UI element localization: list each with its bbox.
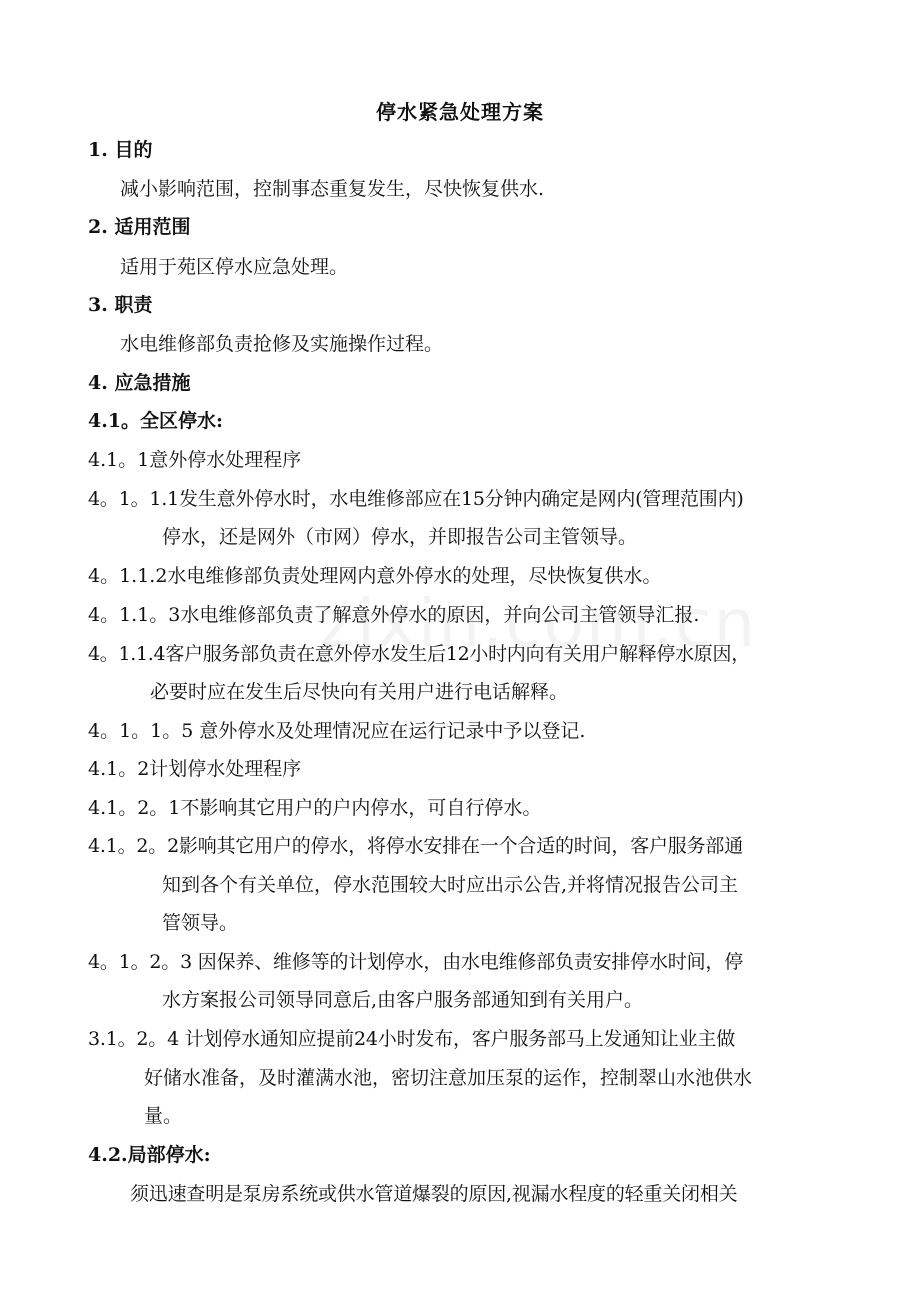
paragraph-line: 4。1.1.2水电维修部负责处理网内意外停水的处理，尽快恢复供水。 (88, 565, 662, 587)
paragraph-line: 水电维修部负责抢修及实施操作过程。 (120, 333, 444, 355)
paragraph-line: 4。1.1。3水电维修部负责了解意外停水的原因，并向公司主管领导汇报. (88, 604, 700, 626)
paragraph-line: 知到各个有关单位，停水范围较大时应出示公告,并将情况报告公司主 (162, 874, 739, 896)
paragraph-line: 4。1。1.1发生意外停水时，水电维修部应在15分钟内确定是网内(管理范围内) (88, 488, 744, 510)
paragraph-line: 停水，还是网外（市网）停水，并即报告公司主管领导。 (162, 526, 638, 548)
paragraph-line: 4.1。2。1不影响其它用户的户内停水，可自行停水。 (88, 797, 542, 819)
section-heading: 4. 应急措施 (88, 372, 191, 394)
paragraph-line: 3.1。2。4 计划停水通知应提前24小时发布，客户服务部马上发通知让业主做 (88, 1028, 736, 1050)
paragraph-line: 减小影响范围，控制事态重复发生，尽快恢复供水. (120, 178, 545, 200)
paragraph-line: 4.1。1意外停水处理程序 (88, 449, 302, 471)
paragraph-line: 必要时应在发生后尽快向有关用户进行电话解释。 (150, 681, 569, 703)
section-heading: 3. 职责 (88, 294, 153, 316)
paragraph-line: 管领导。 (162, 912, 239, 934)
section-heading: 2. 适用范围 (88, 216, 191, 238)
document-title: 停水紧急处理方案 (376, 100, 544, 124)
paragraph-line: 4。1。1。5 意外停水及处理情况应在运行记录中予以登记. (88, 720, 586, 742)
paragraph-line: 4.1。2计划停水处理程序 (88, 758, 302, 780)
paragraph-line: 须迅速查明是泵房系统或供水管道爆裂的原因,视漏水程度的轻重关闭相关 (130, 1183, 738, 1205)
paragraph-line: 4。1。2。3 因保养、维修等的计划停水，由水电维修部负责安排停水时间，停 (88, 951, 743, 973)
paragraph-line: 水方案报公司领导同意后,由客户服务部通知到有关用户。 (162, 989, 644, 1011)
paragraph-line: 量。 (144, 1105, 183, 1127)
subsection-heading: 4.1。全区停水: (88, 410, 224, 432)
subsection-heading: 4.2.局部停水: (88, 1144, 211, 1166)
section-heading: 1. 目的 (88, 139, 153, 161)
paragraph-line: 4.1。2。2影响其它用户的停水，将停水安排在一个合适的时间，客户服务部通 (88, 835, 743, 857)
paragraph-line: 适用于苑区停水应急处理。 (120, 256, 349, 278)
paragraph-line: 4。1.1.4客户服务部负责在意外停水发生后12小时内向有关用户解释停水原因， (88, 643, 750, 665)
paragraph-line: 好储水准备，及时灌满水池，密切注意加压泵的运作，控制翠山水池供水 (144, 1067, 753, 1089)
